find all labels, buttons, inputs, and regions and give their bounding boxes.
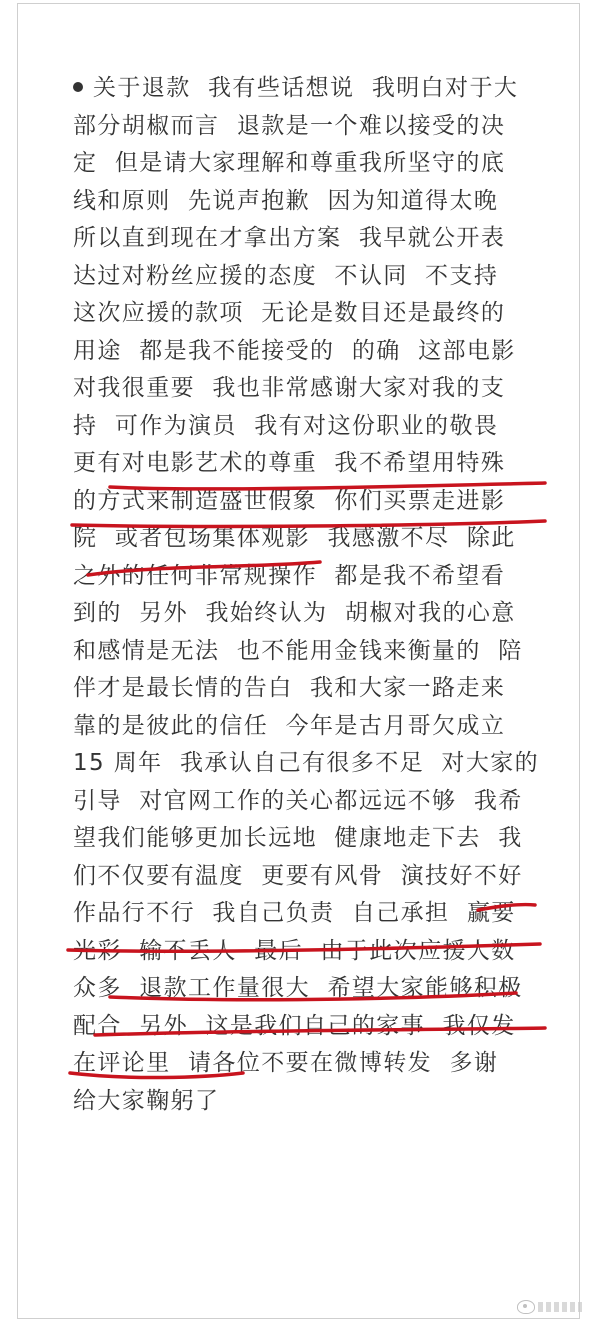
text-line: 给大家鞠躬了	[73, 1087, 220, 1114]
text-line: 配合 另外 这是我们自己的家事 我仅发	[73, 1012, 516, 1039]
text-line: 持 可作为演员 我有对这份职业的敬畏	[73, 412, 499, 439]
text-line: 们不仅要有温度 更要有风骨 演技好不好	[73, 862, 523, 889]
post-body	[73, 70, 543, 1120]
text-line: 关于退款 我有些话想说 我明白对于大	[73, 70, 543, 108]
text-line: 部分胡椒而言 退款是一个难以接受的决	[73, 112, 506, 139]
text-line: 作品行不行 我自己负责 自己承担 赢要	[73, 900, 516, 926]
watermark-name	[538, 1302, 582, 1312]
text-line: 伴才是最长情的告白 我和大家一路走来	[73, 675, 506, 701]
text-line: 用途 都是我不能接受的 的确 这部电影	[73, 337, 516, 364]
text-line: 线和原则 先说声抱歉 因为知道得太晚	[73, 187, 499, 214]
text-line: 院 或者包场集体观影 我感激不尽 除此	[73, 525, 516, 551]
text-line: 引导 对官网工作的关心都远远不够 我希	[73, 787, 523, 814]
text-line: 光彩 输不丢人 最后 由于此次应援人数	[73, 937, 516, 964]
text-line: 在评论里 请各位不要在微博转发 多谢	[73, 1050, 499, 1076]
text-line: 到的 另外 我始终认为 胡椒对我的心意	[73, 600, 516, 626]
watermark	[517, 1300, 582, 1314]
text-line: 望我们能够更加长远地 健康地走下去 我	[73, 825, 523, 851]
text-line: 的方式来制造盛世假象 你们买票走进影	[73, 487, 506, 514]
text-line: 靠的是彼此的信任 今年是古月哥欠成立	[73, 712, 506, 739]
text-line: 和感情是无法 也不能用金钱来衡量的 陪	[73, 637, 523, 664]
text-line: 众多 退款工作量很大 希望大家能够积极	[73, 975, 523, 1001]
text-line: 更有对电影艺术的尊重 我不希望用特殊	[73, 450, 506, 476]
text-line: 达过对粉丝应援的态度 不认同 不支持	[73, 262, 499, 289]
text-line: 之外的任何非常规操作 都是我不希望看	[73, 562, 506, 589]
weibo-icon	[517, 1300, 535, 1314]
text-line: 定 但是请大家理解和尊重我所坚守的底	[73, 150, 506, 176]
text-line: 对我很重要 我也非常感谢大家对我的支	[73, 375, 506, 401]
text-line: 15 周年 我承认自己有很多不足 对大家的	[73, 750, 540, 776]
text-line: 这次应援的款项 无论是数目还是最终的	[73, 300, 506, 326]
text-line: 所以直到现在才拿出方案 我早就公开表	[73, 225, 506, 251]
bullet-icon	[73, 82, 83, 92]
